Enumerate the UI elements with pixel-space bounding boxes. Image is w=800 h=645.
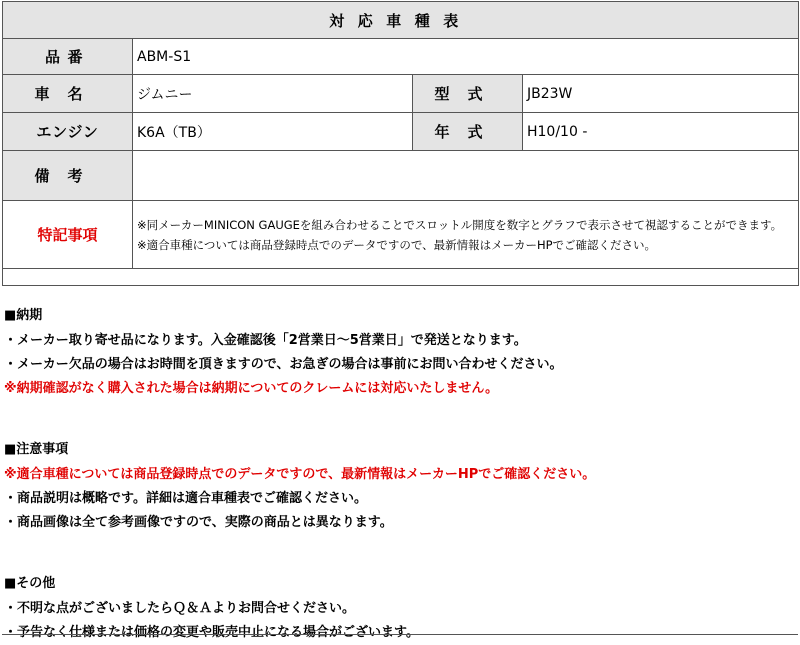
delivery-line-3: ※納期確認がなく購入された場合は納期についてのクレームには対応いたしません。 [4, 381, 499, 396]
table-title: 対応車種表 [3, 2, 799, 39]
other-line-1: ・不明な点がございましたらＱ＆Ａよりお問合せください。 [4, 601, 356, 616]
engine-value: K6A（TB） [133, 113, 413, 151]
car-name-label: 車名 [3, 75, 133, 113]
special-note-1: ※同メーカーMINICON GAUGEを組み合わせることでスロットル開度を数字とグラフで表示させて視認することができます。 [137, 217, 783, 232]
year-label: 年式 [413, 113, 523, 151]
product-info-page [2, 1, 798, 640]
model-label: 型式 [413, 75, 523, 113]
engine-label: エンジン [3, 113, 133, 151]
caution-line-2: ・商品説明は概略です。詳細は適合車種表でご確認ください。 [4, 491, 367, 506]
compatibility-table [2, 1, 799, 286]
delivery-line-2: ・メーカー欠品の場合はお時間を頂きますので、お急ぎの場合は事前にお問い合わせください。 [4, 357, 563, 372]
special-note-2: ※適合車種については商品登録時点でのデータですので、最新情報はメーカーHPでご確認ください。 [137, 237, 657, 252]
other-line-2: ・予告なく仕様または価格の変更や販売中止になる場合がございます。 [4, 625, 419, 640]
remarks-label: 備考 [3, 151, 133, 201]
info-sections [2, 281, 798, 645]
caution-line-1: ※適合車種については商品登録時点でのデータですので、最新情報はメーカーHPでご確認ください。 [4, 467, 596, 482]
car-name-value: ジムニー [133, 75, 413, 113]
part-no-value: ABM-S1 [133, 39, 799, 75]
model-value: JB23W [523, 75, 799, 113]
delivery-title: ■納期 [4, 308, 43, 323]
other-title: ■その他 [4, 576, 56, 591]
special-notes-cell [133, 201, 799, 269]
caution-title: ■注意事項 [4, 442, 69, 457]
delivery-line-1: ・メーカー取り寄せ品になります。入金確認後「2営業日～5営業日」で発送となります。 [4, 333, 527, 348]
special-notes-label: 特記事項 [3, 201, 133, 269]
part-no-label: 品番 [3, 39, 133, 75]
caution-line-3: ・商品画像は全て参考画像ですので、実際の商品とは異なります。 [4, 515, 393, 530]
bottom-border [2, 634, 798, 635]
remarks-value [133, 151, 799, 201]
year-value: H10/10 - [523, 113, 799, 151]
